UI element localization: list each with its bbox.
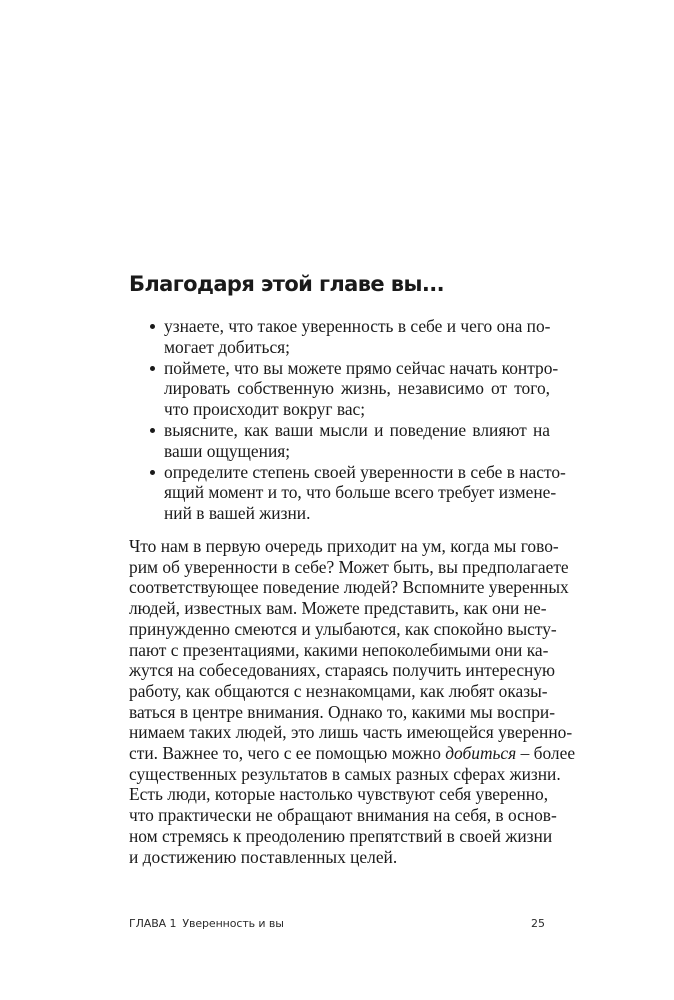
chapter-title: Уверенность и вы bbox=[182, 917, 284, 930]
emphasis-text: добиться bbox=[445, 743, 517, 764]
bullet-line: что происходит вокруг вас; bbox=[164, 399, 366, 420]
paragraph-line: ваться в центре внимания. Однако то, какими мы воспри- bbox=[129, 701, 556, 722]
chapter-label: ГЛАВА 1 bbox=[129, 917, 177, 930]
line-text: сти. Важнее то, чего с ее помощью можно bbox=[129, 743, 446, 764]
page-number: 25 bbox=[531, 917, 545, 930]
bullet-item bbox=[150, 420, 550, 462]
bullet-item bbox=[150, 461, 566, 524]
bullet-line: могает добиться; bbox=[164, 336, 290, 357]
paragraph-line: жутся на собеседованиях, стараясь получить интересную bbox=[129, 660, 556, 681]
paragraph-line: Что нам в первую очередь приходит на ум, когда мы гово- bbox=[129, 536, 559, 556]
bullet-item bbox=[150, 316, 550, 358]
paragraph-line: ном стремясь к преодолению препятствий в своей жизни bbox=[129, 825, 553, 846]
paragraph-line: рим об уверенности в себе? Может быть, вы предполагаете bbox=[129, 556, 569, 577]
bullet-list bbox=[150, 316, 566, 524]
bullet-line: определите степень своей уверенности в себе в насто- bbox=[164, 461, 566, 482]
bullet-line: ящий момент и то, что больше всего требует измене- bbox=[164, 482, 557, 503]
paragraph-line: принужденно смеются и улыбаются, как спокойно высту- bbox=[129, 618, 557, 639]
line-text: – более bbox=[516, 743, 576, 764]
paragraph-line: существенных результатов в самых разных сферах жизни. bbox=[129, 763, 561, 784]
paragraph-line: Есть люди, которые настолько чувствуют себя уверенно, bbox=[129, 784, 549, 805]
bullet-line: лировать собственную жизнь, независимо от того, bbox=[164, 378, 550, 399]
paragraph-line: соответствующее поведение людей? Вспомните уверенных bbox=[129, 577, 569, 598]
bullet-line: узнаете, что такое уверенность в себе и чего она по- bbox=[164, 316, 551, 336]
bullet-item bbox=[150, 357, 559, 420]
bullet-line: поймете, что вы можете прямо сейчас начать контро- bbox=[164, 357, 559, 378]
paragraph-line: что практически не обращают внимания на себя, в основ- bbox=[129, 805, 557, 826]
section-heading: Благодаря этой главе вы... bbox=[129, 272, 444, 296]
paragraph-line: пают с презентациями, какими непоколебимыми они ка- bbox=[129, 639, 549, 660]
bullet-line: ний в вашей жизни. bbox=[164, 503, 311, 524]
paragraph-line: и достижению поставленных целей. bbox=[129, 846, 398, 867]
running-footer bbox=[129, 917, 284, 930]
paragraph-line bbox=[129, 743, 576, 764]
body-paragraph bbox=[129, 536, 576, 867]
paragraph-line: работу, как общаются с незнакомцами, как любят оказы- bbox=[129, 680, 548, 701]
bullet-line: ваши ощущения; bbox=[164, 440, 291, 461]
paragraph-line: людей, известных вам. Можете представить, как они не- bbox=[129, 598, 547, 619]
paragraph-line: нимаем таких людей, это лишь часть имеющейся уверенно- bbox=[129, 722, 573, 743]
bullet-line: выясните, как ваши мысли и поведение влияют на bbox=[164, 419, 550, 440]
